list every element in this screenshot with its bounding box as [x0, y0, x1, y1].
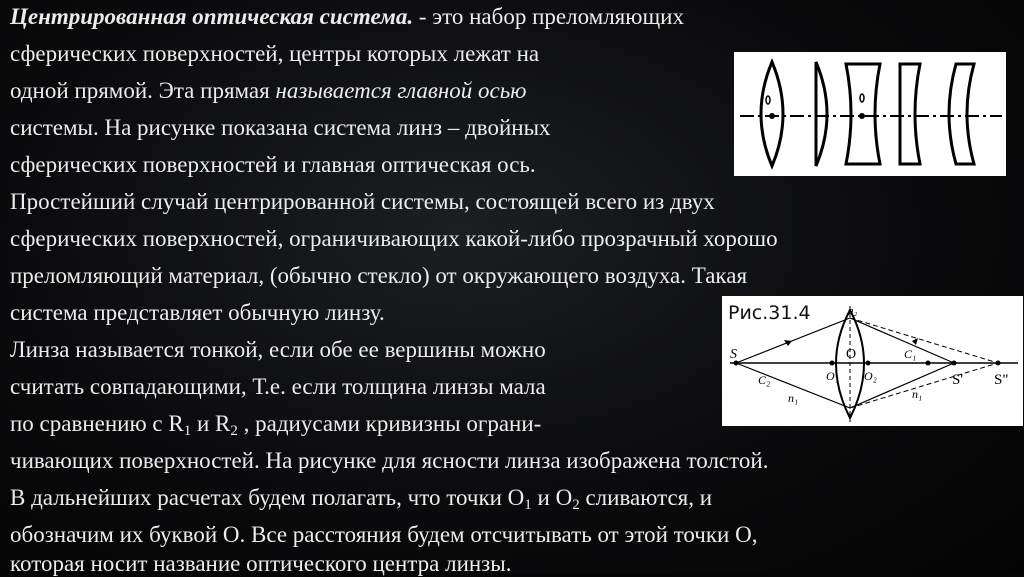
text-line-7: сферических поверхностей, ограничивающих какой-либо прозрачный хорошо [10, 226, 778, 251]
text-line-4: системы. На рисунке показана система линз – двойных [10, 115, 551, 140]
label-n2: n₂ [848, 305, 858, 317]
label-S: S [730, 347, 737, 362]
text-line-10: Линза называется тонкой, если обе ее вершины можно [10, 337, 546, 362]
text-line-2: сферических поверхностей, центры которых лежат на [10, 41, 540, 66]
text-line-8: преломляющий материал, (обычно стекло) от окружающего воздуха. Такая [10, 263, 748, 288]
label-C1: C₁ [904, 347, 917, 361]
label-O2: O₂ [864, 369, 877, 383]
figure-caption: Рис.31.4 [728, 302, 811, 324]
text-line-5: сферических поверхностей и главная оптическая ось. [10, 152, 536, 177]
text-line-11: считать совпадающими, Т.е. если толщина линзы мала [10, 374, 546, 399]
label-S-double-prime: S" [994, 372, 1009, 388]
text-line-3: одной прямой. Эта прямая называется главной осью [10, 78, 527, 103]
lens-types-figure [734, 52, 1006, 176]
text-line-12: по сравнению с $R_1$ и $R_2$ , радиусами кривизны ограни- [10, 411, 542, 439]
text-line-14: В дальнейших расчетах будем полагать, что точки $О_1$ и $О_2$ сливаются, и [10, 485, 713, 513]
label-C2: C₂ [758, 373, 771, 387]
thick-lens-figure [722, 296, 1023, 426]
label-n1-right: n₁ [912, 387, 923, 401]
text-line-6: Простейший случай центрированной системы, состоящей всего из двух [10, 189, 715, 214]
label-S-prime: S' [952, 372, 964, 388]
lens-types-drawing [734, 52, 1006, 176]
text-line-13: чивающих поверхностей. На рисунке для ясности линза изображена толстой. [10, 448, 769, 473]
text-line-15: обозначим их буквой О. Все расстояния будем отсчитывать от этой точки О, [10, 522, 758, 547]
label-n1-left: n₁ [788, 391, 799, 405]
text-line-1: Центрированная оптическая система. - это набор преломляющих [10, 4, 684, 29]
title-bold: Центрированная оптическая система. [10, 4, 414, 29]
text-line-9: система представляет обычную линзу. [10, 300, 385, 325]
text-line-16: которая носит название оптического центра линзы. [10, 551, 512, 576]
label-O1: O₁ [826, 369, 839, 383]
label-O: O [846, 347, 857, 362]
